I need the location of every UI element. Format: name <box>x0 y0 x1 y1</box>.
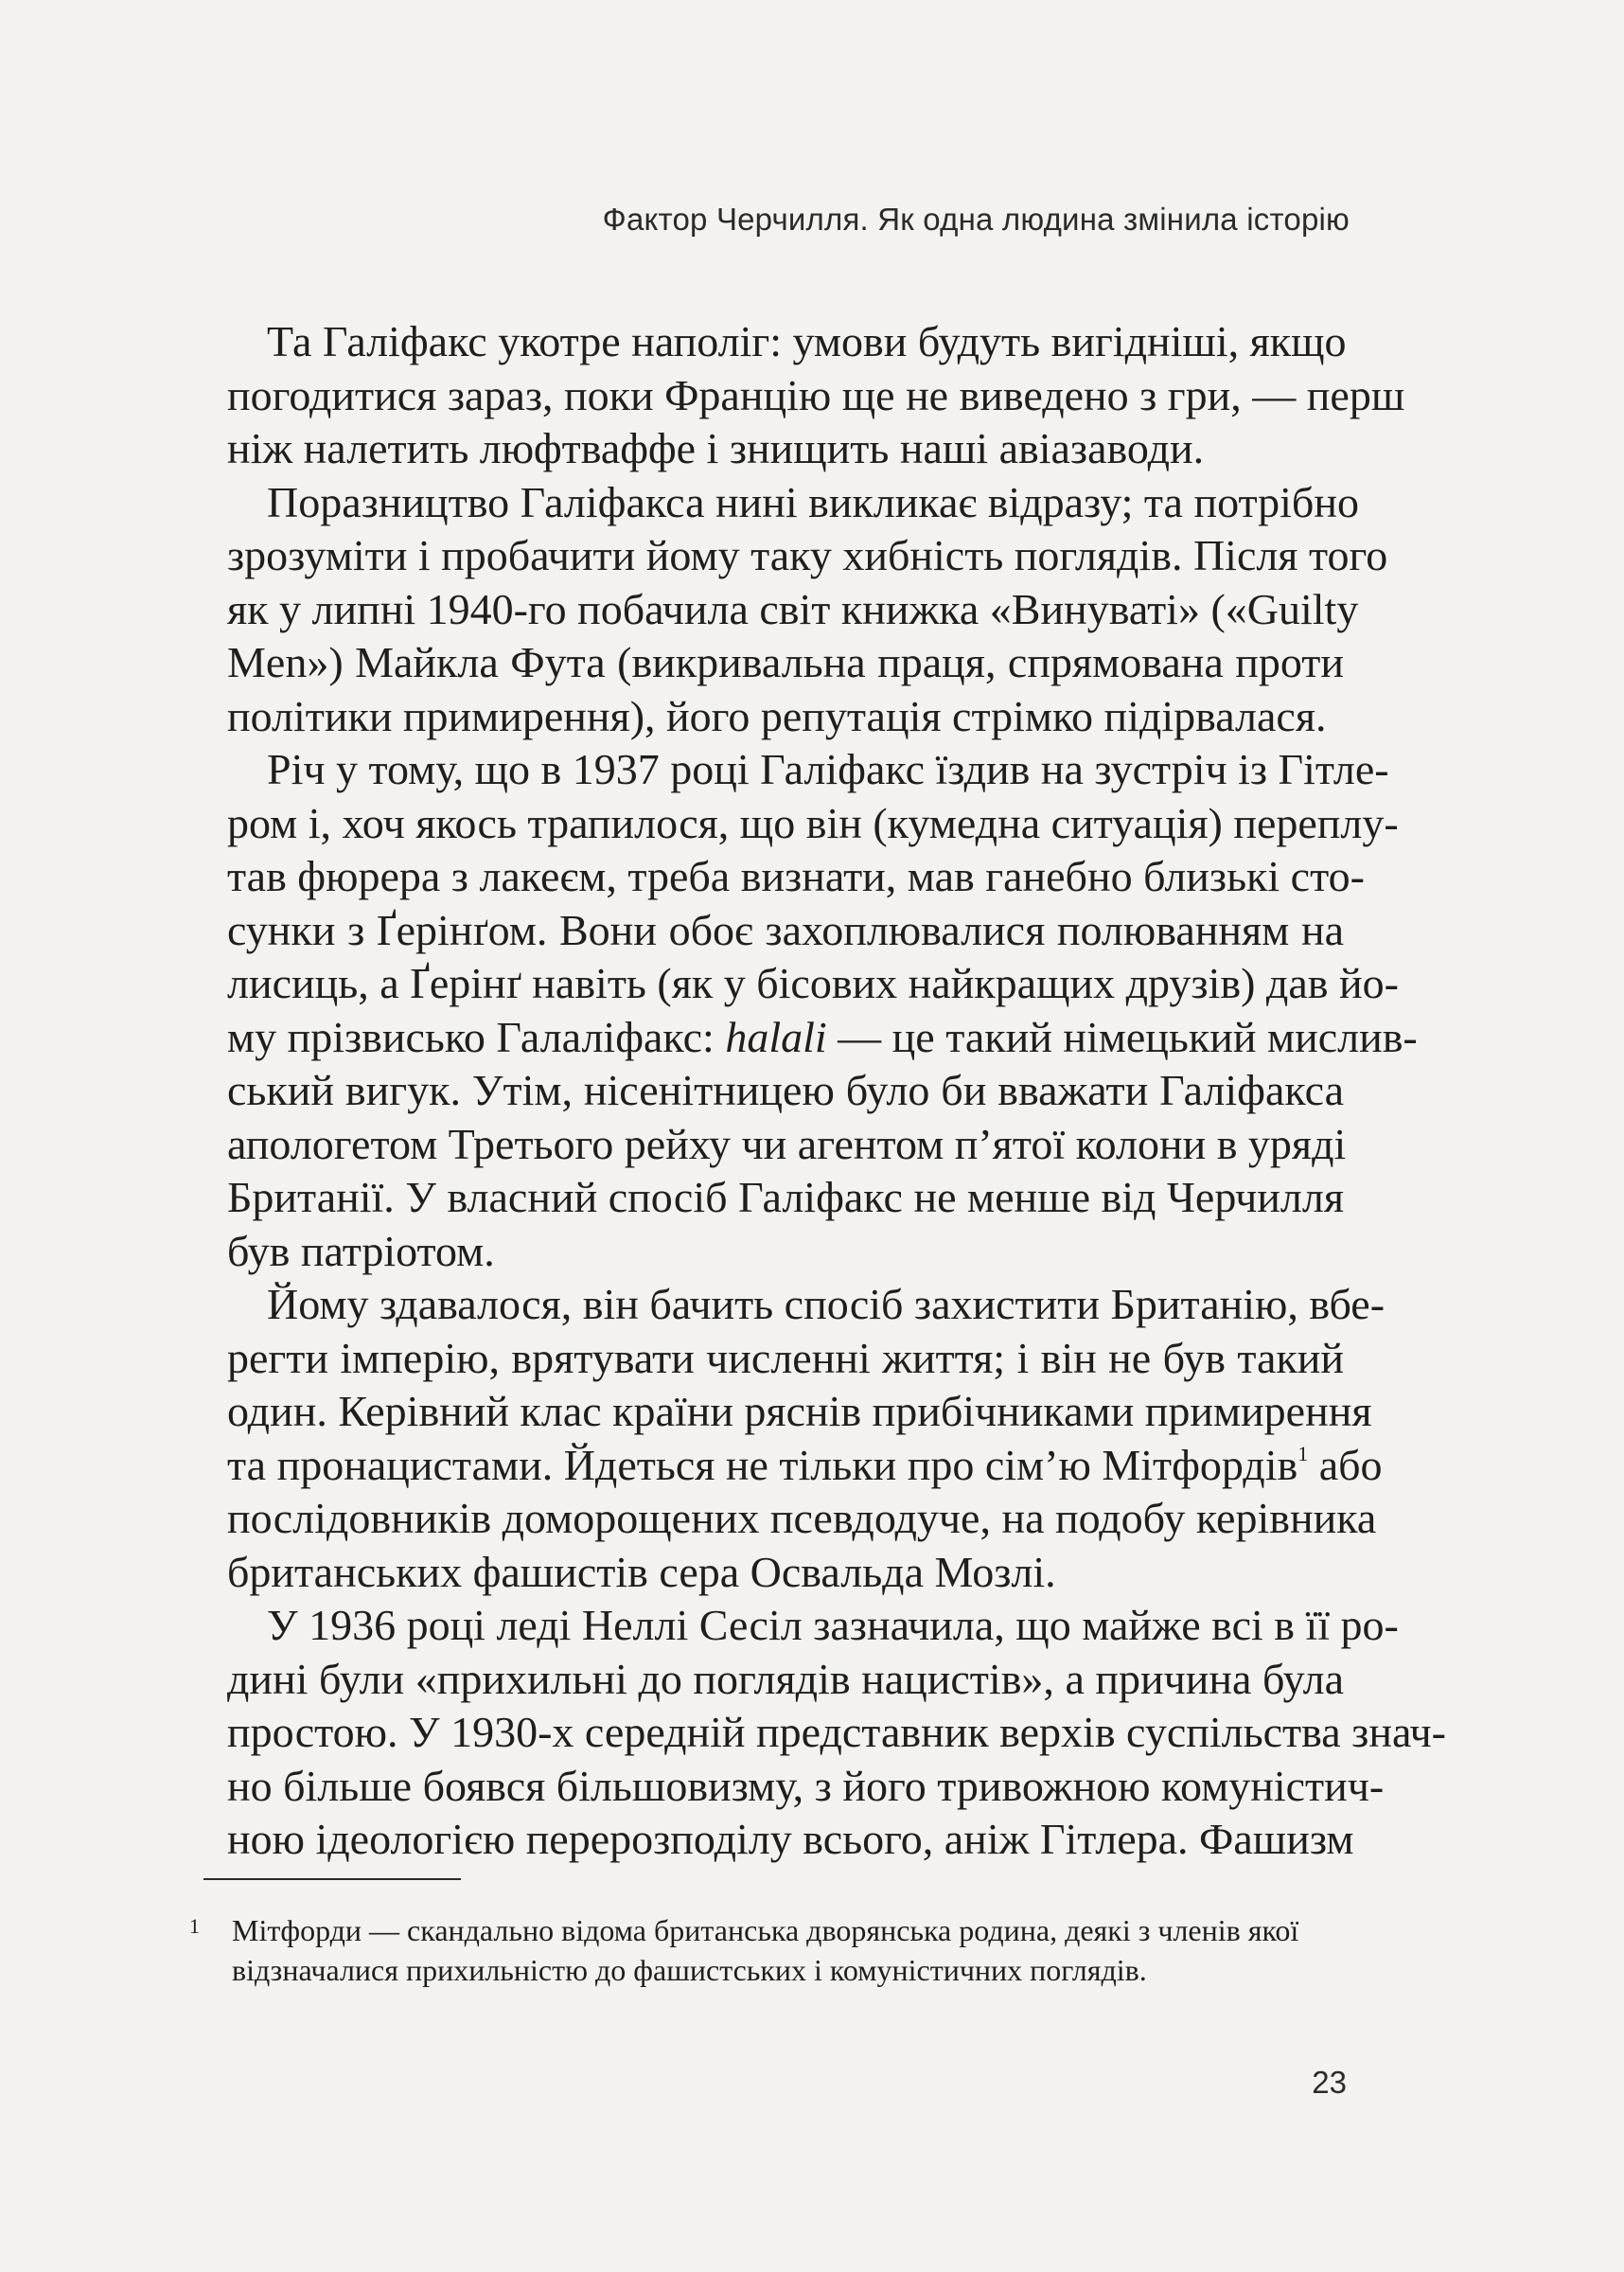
text-line: дині були «прихильні до поглядів нацистів», а причина була <box>227 1654 1344 1703</box>
footnote-divider <box>203 1878 461 1880</box>
text-line: був патріотом. <box>227 1226 495 1275</box>
footnote-number: 1 <box>189 1914 200 1938</box>
text-line: ною ідеологією перерозподілу всього, аніж Гітлера. Фашизм <box>227 1815 1354 1863</box>
text-line: простою. У 1930-х середній представник верхів суспільства знач- <box>227 1708 1446 1756</box>
text-line: регти імперію, врятувати численні життя; і він не був такий <box>227 1333 1344 1382</box>
text-line: тав фюрера з лакеєм, треба визнати, мав ганебно близькі сто- <box>227 852 1365 900</box>
text-line: британських фашистів сера Освальда Мозлі. <box>227 1547 1056 1596</box>
text-line: як у липні 1940-го побачила світ книжка «Винуваті» («Guilty <box>227 584 1359 633</box>
text-line: ніж налетить люфтваффе і знищить наші авіазаводи. <box>227 424 1205 472</box>
text-line: Йому здавалося, він бачить спосіб захистити Британію, вбе- <box>267 1280 1386 1328</box>
footnote-text <box>232 1910 1344 1990</box>
text-line: сунки з Ґерінґом. Вони обоє захоплювалися полюванням на <box>227 905 1344 954</box>
text-line: зрозуміти і пробачити йому таку хибність поглядів. Після того <box>227 531 1388 579</box>
italic-term: halali <box>725 1012 827 1061</box>
text-line: ром і, хоч якось трапилося, що він (кумедна ситуація) переплу- <box>227 798 1399 847</box>
text-line: погодитися зараз, поки Францію ще не виведено з гри, — перш <box>227 370 1405 419</box>
footnote-line: відзначалися прихильністю до фашистських і комуністичних поглядів. <box>232 1953 1147 1987</box>
paragraph-5 <box>227 1599 1446 1867</box>
text-line: один. Керівний клас країни ряснів прибічниками примирення <box>227 1387 1372 1435</box>
body-text <box>227 315 1446 1867</box>
running-head: Фактор Черчилля. Як одна людина змінила історію <box>602 202 1350 237</box>
text-segment: — це такий німецький мислив- <box>826 1012 1418 1061</box>
text-segment: та пронацистами. Йдеться не тільки про сім’ю Мітфордів <box>227 1440 1298 1489</box>
text-line: Поразництво Галіфакса нині викликає відразу; та потрібно <box>267 477 1359 526</box>
text-line-with-italic <box>227 1011 1418 1065</box>
text-line: У 1936 році леді Неллі Сесіл зазначила, що майже всі в її ро- <box>267 1601 1399 1649</box>
text-segment: або <box>1308 1440 1383 1489</box>
text-line: послідовників доморощених псевдодуче, на подобу керівника <box>227 1494 1377 1542</box>
text-line: Британії. У власний спосіб Галіфакс не менше від Черчилля <box>227 1173 1344 1221</box>
footnote <box>189 1910 1344 1990</box>
text-line: Men») Майкла Фута (викривальна праця, спрямована проти <box>227 638 1344 686</box>
page-number: 23 <box>1312 2065 1347 2100</box>
footnote-reference[interactable]: 1 <box>1297 1441 1309 1465</box>
paragraph-2 <box>227 476 1388 744</box>
text-line: апологетом Третього рейху чи агентом п’ятої колони в уряді <box>227 1119 1347 1168</box>
text-line-with-footnote-ref <box>227 1439 1383 1493</box>
text-line: ський вигук. Утім, нісенітницею було би вважати Галіфакса <box>227 1066 1344 1114</box>
text-line: політики примирення), його репутація стрімко підірвалася. <box>227 691 1327 740</box>
text-line: Та Галіфакс укотре наполіг: умови будуть вигідніші, якщо <box>267 317 1347 365</box>
text-line: лисиць, а Ґерінґ навіть (як у бісових найкращих друзів) дав йо- <box>227 959 1399 1007</box>
paragraph-4 <box>227 1278 1386 1599</box>
text-line: Річ у тому, що в 1937 році Галіфакс їздив на зустріч із Гітле- <box>267 745 1389 793</box>
paragraph-3 <box>227 743 1418 1278</box>
text-line: но більше боявся більшовизму, з його тривожною комуністич- <box>227 1761 1385 1810</box>
footnote-line: Мітфорди — скандально відома британська дворянська родина, деякі з членів якої <box>232 1913 1299 1947</box>
text-segment: му прізвисько Галаліфакс: <box>227 1012 726 1061</box>
paragraph-1 <box>227 315 1405 476</box>
